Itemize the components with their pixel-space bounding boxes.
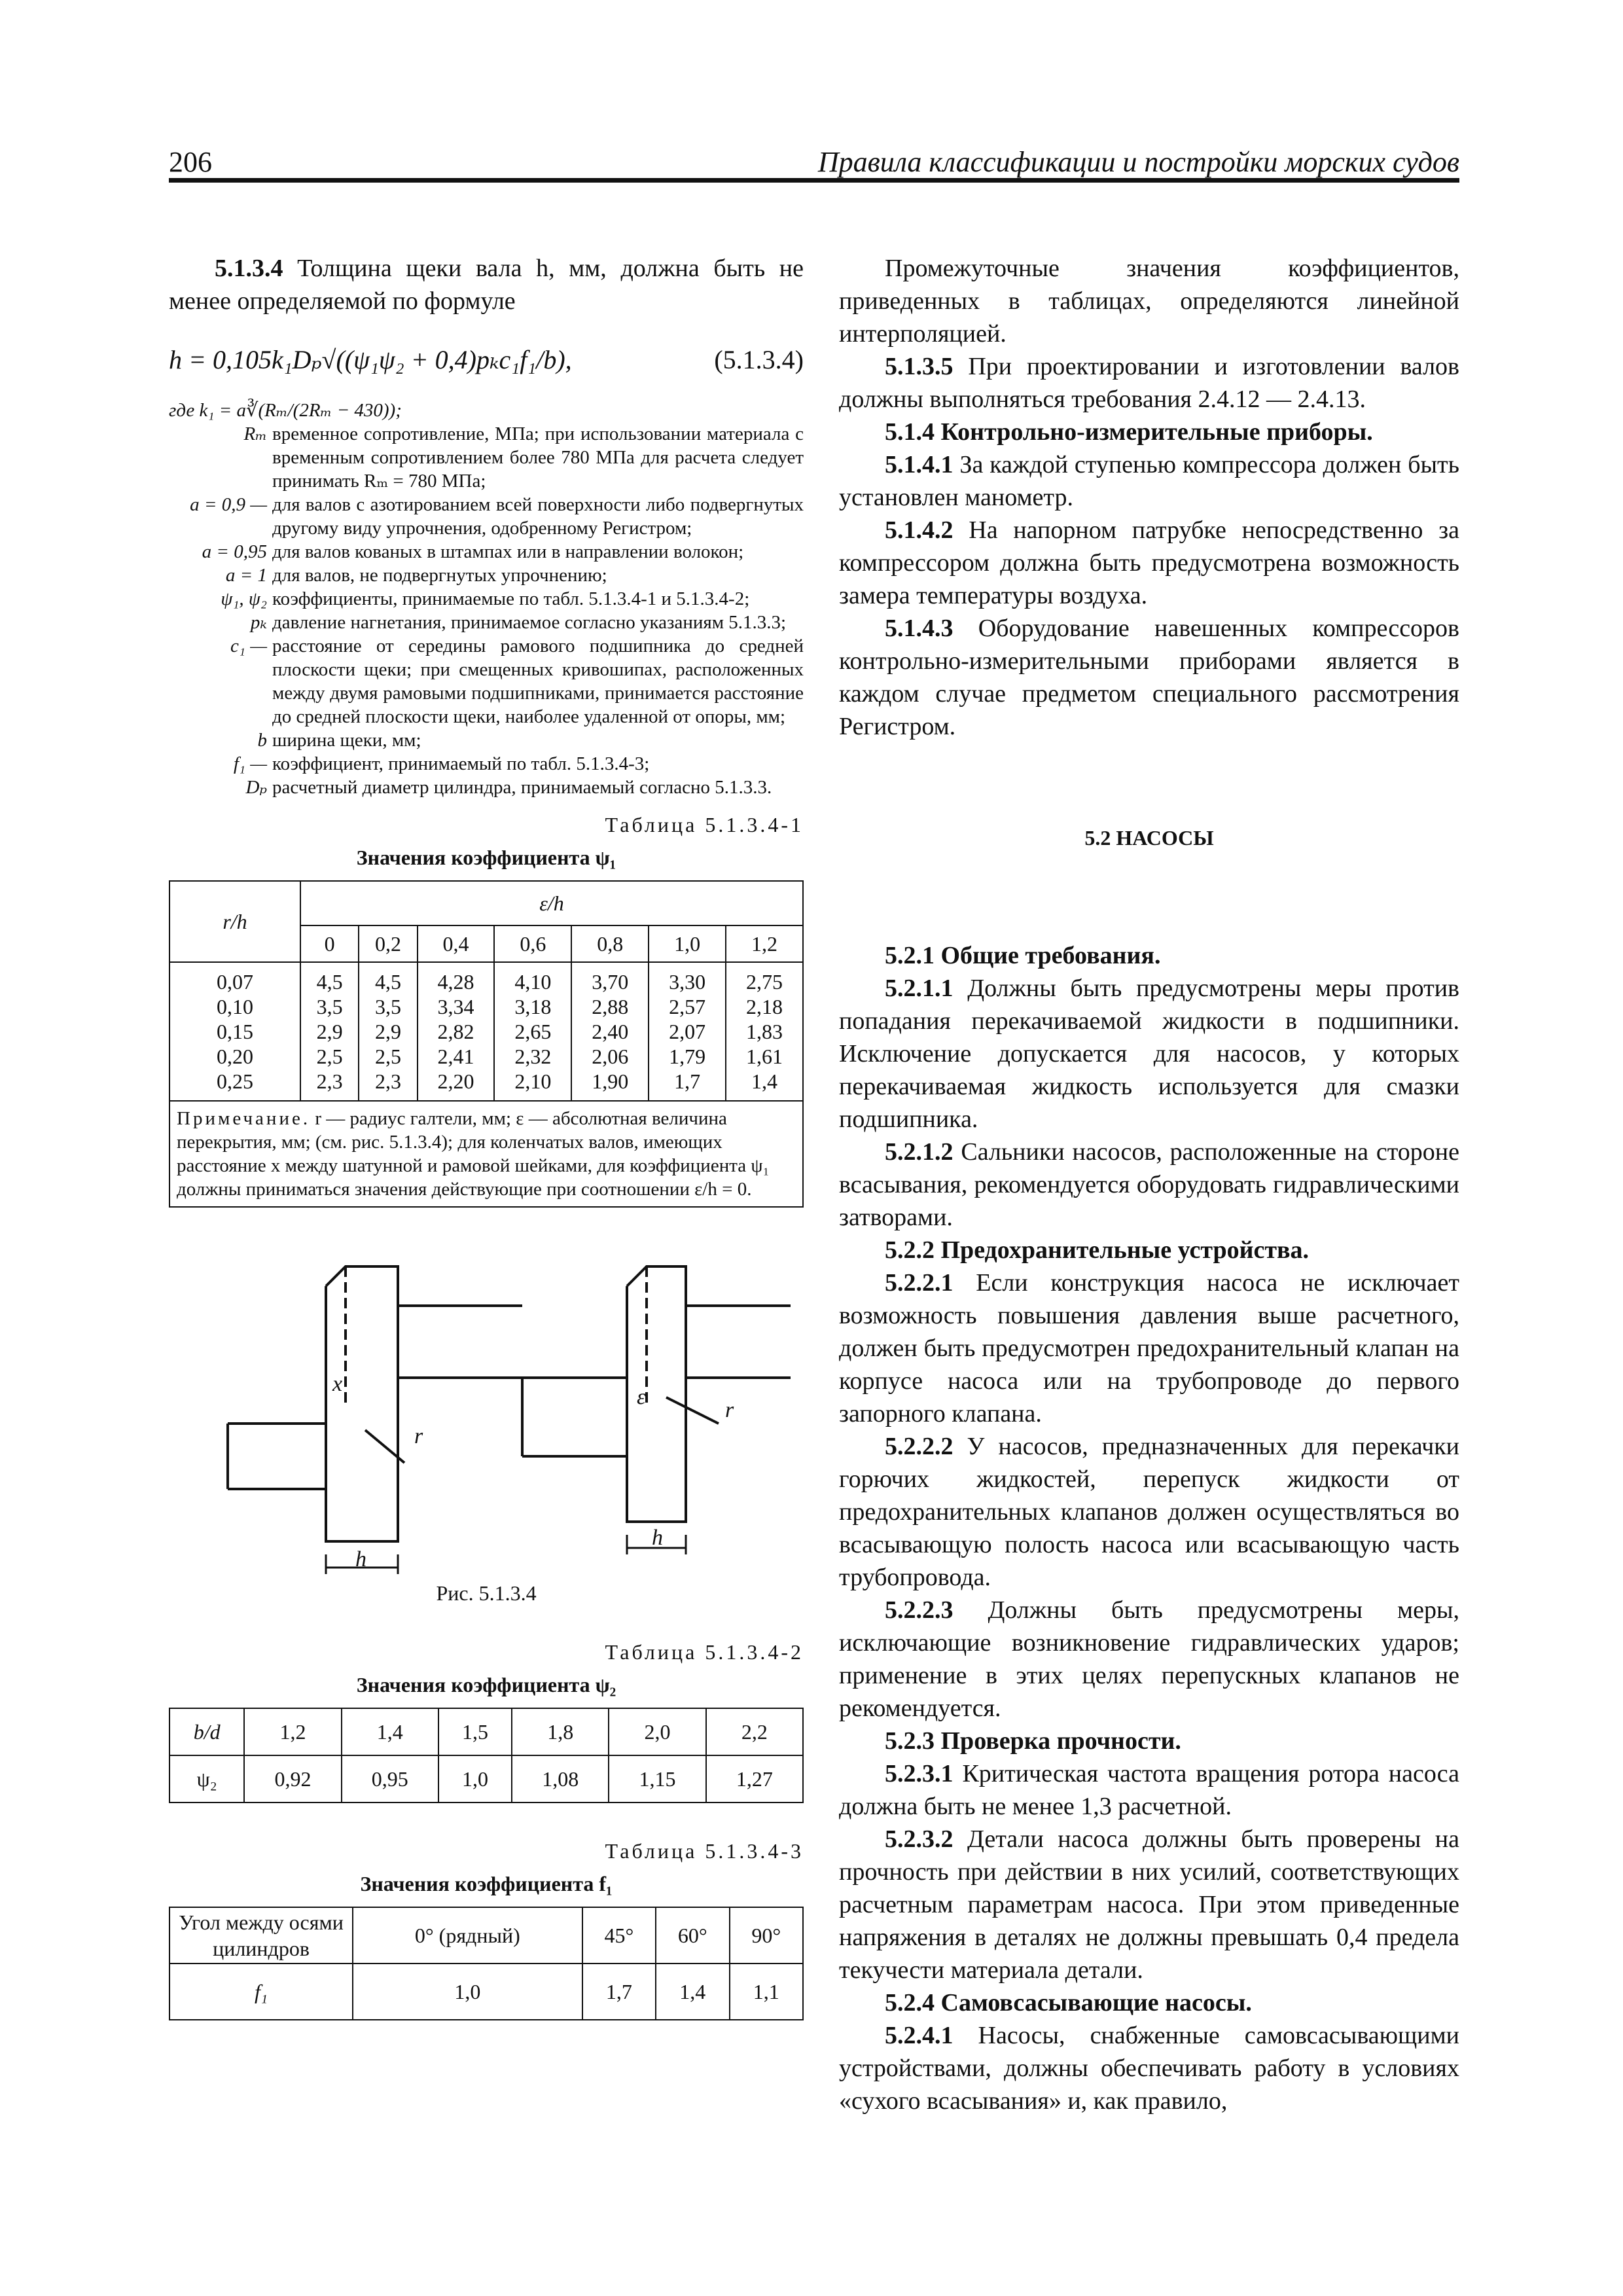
table-cell: 4,5: [316, 970, 343, 994]
table1-title: Значения коэффициента ψ₁: [356, 846, 616, 869]
left-column: [169, 252, 804, 2020]
table-cell: 2,82: [437, 1020, 474, 1043]
paragraph-5-2-2-1: [839, 1266, 1459, 1430]
table-cell: 2,57: [669, 995, 706, 1018]
table-cell: 3,5: [316, 995, 343, 1018]
definition-text: коэффициенты, принимаемые по табл. 5.1.3.4-1 и 5.1.3.4-2;: [272, 588, 750, 609]
clause-number: 5.2.1.2: [885, 1138, 954, 1166]
definition-row: [169, 399, 804, 422]
right-column: [839, 252, 1459, 2117]
paragraph-5-2-1-1: [839, 972, 1459, 1136]
column-header: 0° (рядный): [353, 1907, 582, 1964]
clause-number: 5.1.3.4: [215, 255, 283, 282]
note-text: r — радиус галтели, мм; ε — абсолютная величина перекрытия, мм; (см. рис. 5.1.3.4); для коленчатых валов, имеющих расстояние x между шатунной и рамовой шейками, для коэффициента ψ₁ должны приниматься значения действующие при соотношении ε/h = 0.: [177, 1108, 770, 1200]
formula-expression: h = 0,105k₁Dₚ√((ψ₁ψ₂ + 0,4)pₖc₁f₁/b),: [169, 345, 572, 374]
table-cell: ψ₂: [169, 1755, 244, 1803]
heading-5-2-2: 5.2.2 Предохранительные устройства.: [885, 1236, 1310, 1264]
value-column: [494, 962, 571, 1101]
table-cell: 2,65: [514, 1020, 552, 1043]
formula: [169, 344, 804, 376]
column-header: 0,8: [571, 925, 649, 962]
table3-label: Таблица 5.1.3.4-3: [605, 1839, 804, 1863]
table-cell: 3,70: [592, 970, 629, 994]
row-label: 0,07: [217, 970, 253, 994]
paragraph-intro: Промежуточные значения коэффициентов, приведенных в таблицах, определяются линейной интерполяцией.: [839, 255, 1459, 348]
page-number: 206: [169, 146, 212, 178]
label-h-right: h: [652, 1526, 663, 1550]
definition-row: [169, 540, 804, 564]
definition-row: [169, 422, 804, 493]
figure-caption: Рис. 5.1.3.4: [436, 1581, 537, 1605]
table-cell: 2,18: [746, 995, 783, 1018]
definition-row: [169, 776, 804, 799]
table-cell: 1,1: [730, 1964, 803, 2020]
definition-symbol: c₁ —: [230, 636, 267, 656]
definition-row: [169, 611, 804, 634]
heading-5-2-1: 5.2.1 Общие требования.: [885, 942, 1161, 969]
section-title: 5.2 НАСОСЫ: [1084, 826, 1214, 850]
column-header: 1,5: [438, 1708, 512, 1755]
column-header: 0,2: [359, 925, 417, 962]
table-cell: 2,3: [316, 1069, 343, 1093]
table2-title: Значения коэффициента ψ₂: [356, 1673, 616, 1696]
definition-symbol: Rₘ: [243, 423, 267, 444]
column-header: 0,6: [494, 925, 571, 962]
table-cell: 2,5: [374, 1045, 401, 1068]
clause-text: Сальники насосов, расположенные на стороне всасывания, рекомендуется оборудовать гидравлическими затворами.: [839, 1138, 1459, 1231]
table-cell: 2,06: [592, 1045, 629, 1068]
row-label: 0,25: [217, 1069, 253, 1093]
table-cell: 2,5: [316, 1045, 343, 1068]
label-r-left: r: [414, 1424, 423, 1448]
paragraph-5-1-4-2: [839, 514, 1459, 612]
value-column: [418, 962, 495, 1101]
table2-label: Таблица 5.1.3.4-2: [605, 1640, 804, 1664]
clause-text: При проектировании и изготовлении валов должны выполняться требования 2.4.12 — 2.4.13.: [839, 353, 1459, 413]
definition-row: [169, 564, 804, 587]
definition-symbol: b: [257, 730, 267, 751]
table-cell: 1,90: [592, 1069, 629, 1093]
definition-row: [169, 493, 804, 540]
definition-text: для валов, не подвергнутых упрочнению;: [272, 565, 607, 586]
table3-title: Значения коэффициента f₁: [360, 1872, 613, 1895]
table-cell: 2,9: [316, 1020, 343, 1043]
clause-number: 5.2.3.2: [885, 1825, 954, 1853]
definition-symbol: f₁ —: [233, 753, 267, 774]
value-column: [300, 962, 359, 1101]
clause-text: Должны быть предусмотрены меры, исключающие возникновение гидравлических ударов; применение в этих целях перепускных клапанов не рекомендуется.: [839, 1596, 1459, 1722]
table-cell: 2,10: [514, 1069, 552, 1093]
heading-5-2-4: 5.2.4 Самовсасывающие насосы.: [885, 1989, 1252, 2017]
clause-number: 5.2.2.2: [885, 1433, 954, 1460]
table-cell: 0,95: [342, 1755, 438, 1803]
table-cell: 4,5: [374, 970, 401, 994]
column-header: 2,0: [609, 1708, 705, 1755]
clause-text: Оборудование навешенных компрессоров контрольно-измерительными приборами является в каждом случае предметом специального рассмотрения Регистром.: [839, 615, 1459, 740]
column-header: Угол между осями цилиндров: [169, 1907, 353, 1964]
paragraph-5-2-3-1: [839, 1757, 1459, 1823]
column-header: 60°: [656, 1907, 729, 1964]
clause-text: Должны быть предусмотрены меры против попадания перекачиваемой жидкости в подшипники. Исключение допускается для насосов, у которых перекачиваемая жидкость используется для смазки подшипника.: [839, 975, 1459, 1133]
row-header: r/h: [169, 881, 300, 962]
table-cell: 1,4: [656, 1964, 729, 2020]
table-psi1: [169, 880, 804, 1208]
column-header: 0,4: [418, 925, 495, 962]
definition-text: коэффициент, принимаемый по табл. 5.1.3.4-3;: [272, 753, 650, 774]
label-epsilon: ε: [637, 1385, 646, 1409]
table-cell: 2,07: [669, 1020, 706, 1043]
row-label: 0,10: [217, 995, 253, 1018]
table-psi2: [169, 1708, 804, 1803]
clause-number: 5.2.4.1: [885, 2022, 954, 2049]
definition-text: [407, 399, 804, 422]
clause-number: 5.1.4.2: [885, 516, 954, 544]
table-cell: 1,7: [674, 1069, 701, 1093]
value-column: [571, 962, 649, 1101]
table-cell: 1,0: [353, 1964, 582, 2020]
table-cell: 1,0: [438, 1755, 512, 1803]
column-header: 2,2: [706, 1708, 803, 1755]
definition-symbol: pₖ: [250, 612, 267, 633]
clause-number: 5.2.1.1: [885, 975, 954, 1002]
value-column: [649, 962, 726, 1101]
table-cell: 1,83: [746, 1020, 783, 1043]
table-f1: [169, 1907, 804, 2020]
crankshaft-diagram: [169, 1247, 804, 1574]
table-cell: 2,20: [437, 1069, 474, 1093]
paragraph-5-1-3-4: [169, 252, 804, 317]
definition-symbol: где k₁ = a∛(Rₘ/(2Rₘ − 430));: [169, 400, 402, 421]
table-cell: 2,9: [374, 1020, 401, 1043]
table-cell: f₁: [169, 1964, 353, 2020]
row-label: 0,15: [217, 1020, 253, 1043]
row-labels-cell: [169, 962, 300, 1101]
table-cell: 1,61: [746, 1045, 783, 1068]
column-header: 1,4: [342, 1708, 438, 1755]
definition-text: расстояние от середины рамового подшипника до средней плоскости щеки; при смещенных кривошипах, расположенных между двумя рамовыми подшипниками, принимается расстояние до средней плоскости щеки, наиболее удаленной от опоры, мм;: [272, 636, 804, 727]
label-r-right: r: [725, 1398, 734, 1422]
definition-text: для валов с азотированием всей поверхности либо подвергнутых другому виду упрочнения, одобренному Регистром;: [272, 494, 804, 539]
table-cell: 1,15: [609, 1755, 705, 1803]
definition-text: расчетный диаметр цилиндра, принимаемый согласно 5.1.3.3.: [272, 777, 772, 798]
web-outline-left: [326, 1286, 398, 1541]
definition-row: [169, 728, 804, 752]
clause-number: 5.2.3.1: [885, 1760, 954, 1787]
definition-symbol: Dₚ: [245, 777, 267, 798]
clause-number: 5.2.2.3: [885, 1596, 954, 1624]
definition-row: [169, 634, 804, 728]
column-header: b/d: [169, 1708, 244, 1755]
column-header: 1,2: [244, 1708, 341, 1755]
definition-symbol: a = 0,9 —: [190, 494, 267, 515]
clause-text: Если конструкция насоса не исключает возможность повышения давления выше расчетного, должен быть предусмотрен предохранительный клапан на корпусе насоса или на трубопроводе до первого запорного клапана.: [839, 1269, 1459, 1427]
paragraph-5-1-4-3: [839, 612, 1459, 743]
table-cell: 4,28: [437, 970, 474, 994]
definition-symbol: ψ₁, ψ₂: [221, 588, 267, 609]
paragraph-5-1-4-1: [839, 448, 1459, 514]
clause-text: Детали насоса должны быть проверены на прочность при действии в них усилий, соответствующих расчетным параметрам насоса. При этом приведенные напряжения в деталях не должны превышать 0,4 предела текучести материала детали.: [839, 1825, 1459, 1984]
table-cell: 2,88: [592, 995, 629, 1018]
table-cell: 1,4: [751, 1069, 778, 1093]
definition-row: [169, 587, 804, 611]
column-header: 0: [300, 925, 359, 962]
table-cell: 1,27: [706, 1755, 803, 1803]
column-group-header: ε/h: [300, 881, 803, 925]
clause-text: За каждой ступенью компрессора должен быть установлен манометр.: [839, 451, 1459, 511]
clause-number: 5.1.4.3: [885, 615, 954, 642]
paragraph-5-2-1-2: [839, 1136, 1459, 1234]
table-cell: 1,08: [512, 1755, 609, 1803]
where-list: [169, 399, 804, 799]
definition-text: ширина щеки, мм;: [272, 730, 421, 751]
heading-5-1-4: 5.1.4 Контрольно-измерительные приборы.: [885, 418, 1373, 446]
table-cell: 2,41: [437, 1045, 474, 1068]
value-column: [359, 962, 417, 1101]
table-cell: 3,18: [514, 995, 552, 1018]
running-title: Правила классификации и постройки морских судов: [817, 146, 1459, 178]
clause-text: У насосов, предназначенных для перекачки горючих жидкостей, перепуск жидкости от предохранительных клапанов должен осуществляться во всасывающую полость насоса или всасывающую часть трубопровода.: [839, 1433, 1459, 1591]
table-cell: 3,34: [437, 995, 474, 1018]
note-label: Примечание.: [177, 1108, 311, 1129]
paragraph-5-2-2-3: [839, 1594, 1459, 1725]
table-cell: 3,5: [374, 995, 401, 1018]
table1-label: Таблица 5.1.3.4-1: [605, 813, 804, 836]
definition-text: для валов кованых в штампах или в направлении волокон;: [272, 541, 744, 562]
definition-symbol: a = 0,95: [202, 541, 267, 562]
column-header: 45°: [582, 1907, 656, 1964]
column-header: 1,8: [512, 1708, 609, 1755]
table-cell: 3,30: [669, 970, 706, 994]
paragraph-5-2-2-2: [839, 1430, 1459, 1594]
table1-note: [169, 1101, 803, 1207]
clause-text: Насосы, снабженные самовсасывающими устройствами, должны обеспечивать работу в условиях «сухого всасывания» и, как правило,: [839, 2022, 1459, 2115]
paragraph-5-2-3-2: [839, 1823, 1459, 1986]
definition-text: временное сопротивление, МПа; при использовании материала с временным сопротивлением более 780 МПа для расчета следует принимать Rₘ = 780 МПа;: [272, 423, 804, 492]
definition-text: давление нагнетания, принимаемое согласно указаниям 5.1.3.3;: [272, 612, 787, 633]
table-cell: 2,3: [374, 1069, 401, 1093]
value-column: [726, 962, 803, 1101]
header-rule: [169, 178, 1459, 183]
clause-number: 5.2.2.1: [885, 1269, 954, 1297]
row-label: 0,20: [217, 1045, 253, 1068]
table-cell: 1,7: [582, 1964, 656, 2020]
label-x: x: [332, 1372, 343, 1396]
definition-symbol: a = 1: [225, 565, 267, 586]
clause-number: 5.1.3.5: [885, 353, 954, 380]
table-cell: 2,75: [746, 970, 783, 994]
label-h-left: h: [355, 1547, 366, 1571]
heading-5-2-3: 5.2.3 Проверка прочности.: [885, 1727, 1181, 1755]
figure-5-1-3-4: [169, 1247, 804, 1574]
table-cell: 0,92: [244, 1755, 341, 1803]
clause-text: Критическая частота вращения ротора насоса должна быть не менее 1,3 расчетной.: [839, 1760, 1459, 1820]
table-cell: 1,79: [669, 1045, 706, 1068]
formula-number: (5.1.3.4): [714, 345, 804, 374]
table-cell: 4,10: [514, 970, 552, 994]
table-cell: 2,40: [592, 1020, 629, 1043]
paragraph-5-1-3-5: [839, 350, 1459, 416]
column-header: 1,2: [726, 925, 803, 962]
definition-row: [169, 752, 804, 776]
clause-text: На напорном патрубке непосредственно за компрессором должна быть предусмотрена возможность замера температуры воздуха.: [839, 516, 1459, 609]
column-header: 90°: [730, 1907, 803, 1964]
table-cell: 2,32: [514, 1045, 552, 1068]
column-header: 1,0: [649, 925, 726, 962]
paragraph-5-2-4-1: [839, 2019, 1459, 2117]
clause-number: 5.1.4.1: [885, 451, 954, 478]
clause-text: Толщина щеки вала h, мм, должна быть не менее определяемой по формуле: [169, 255, 804, 315]
